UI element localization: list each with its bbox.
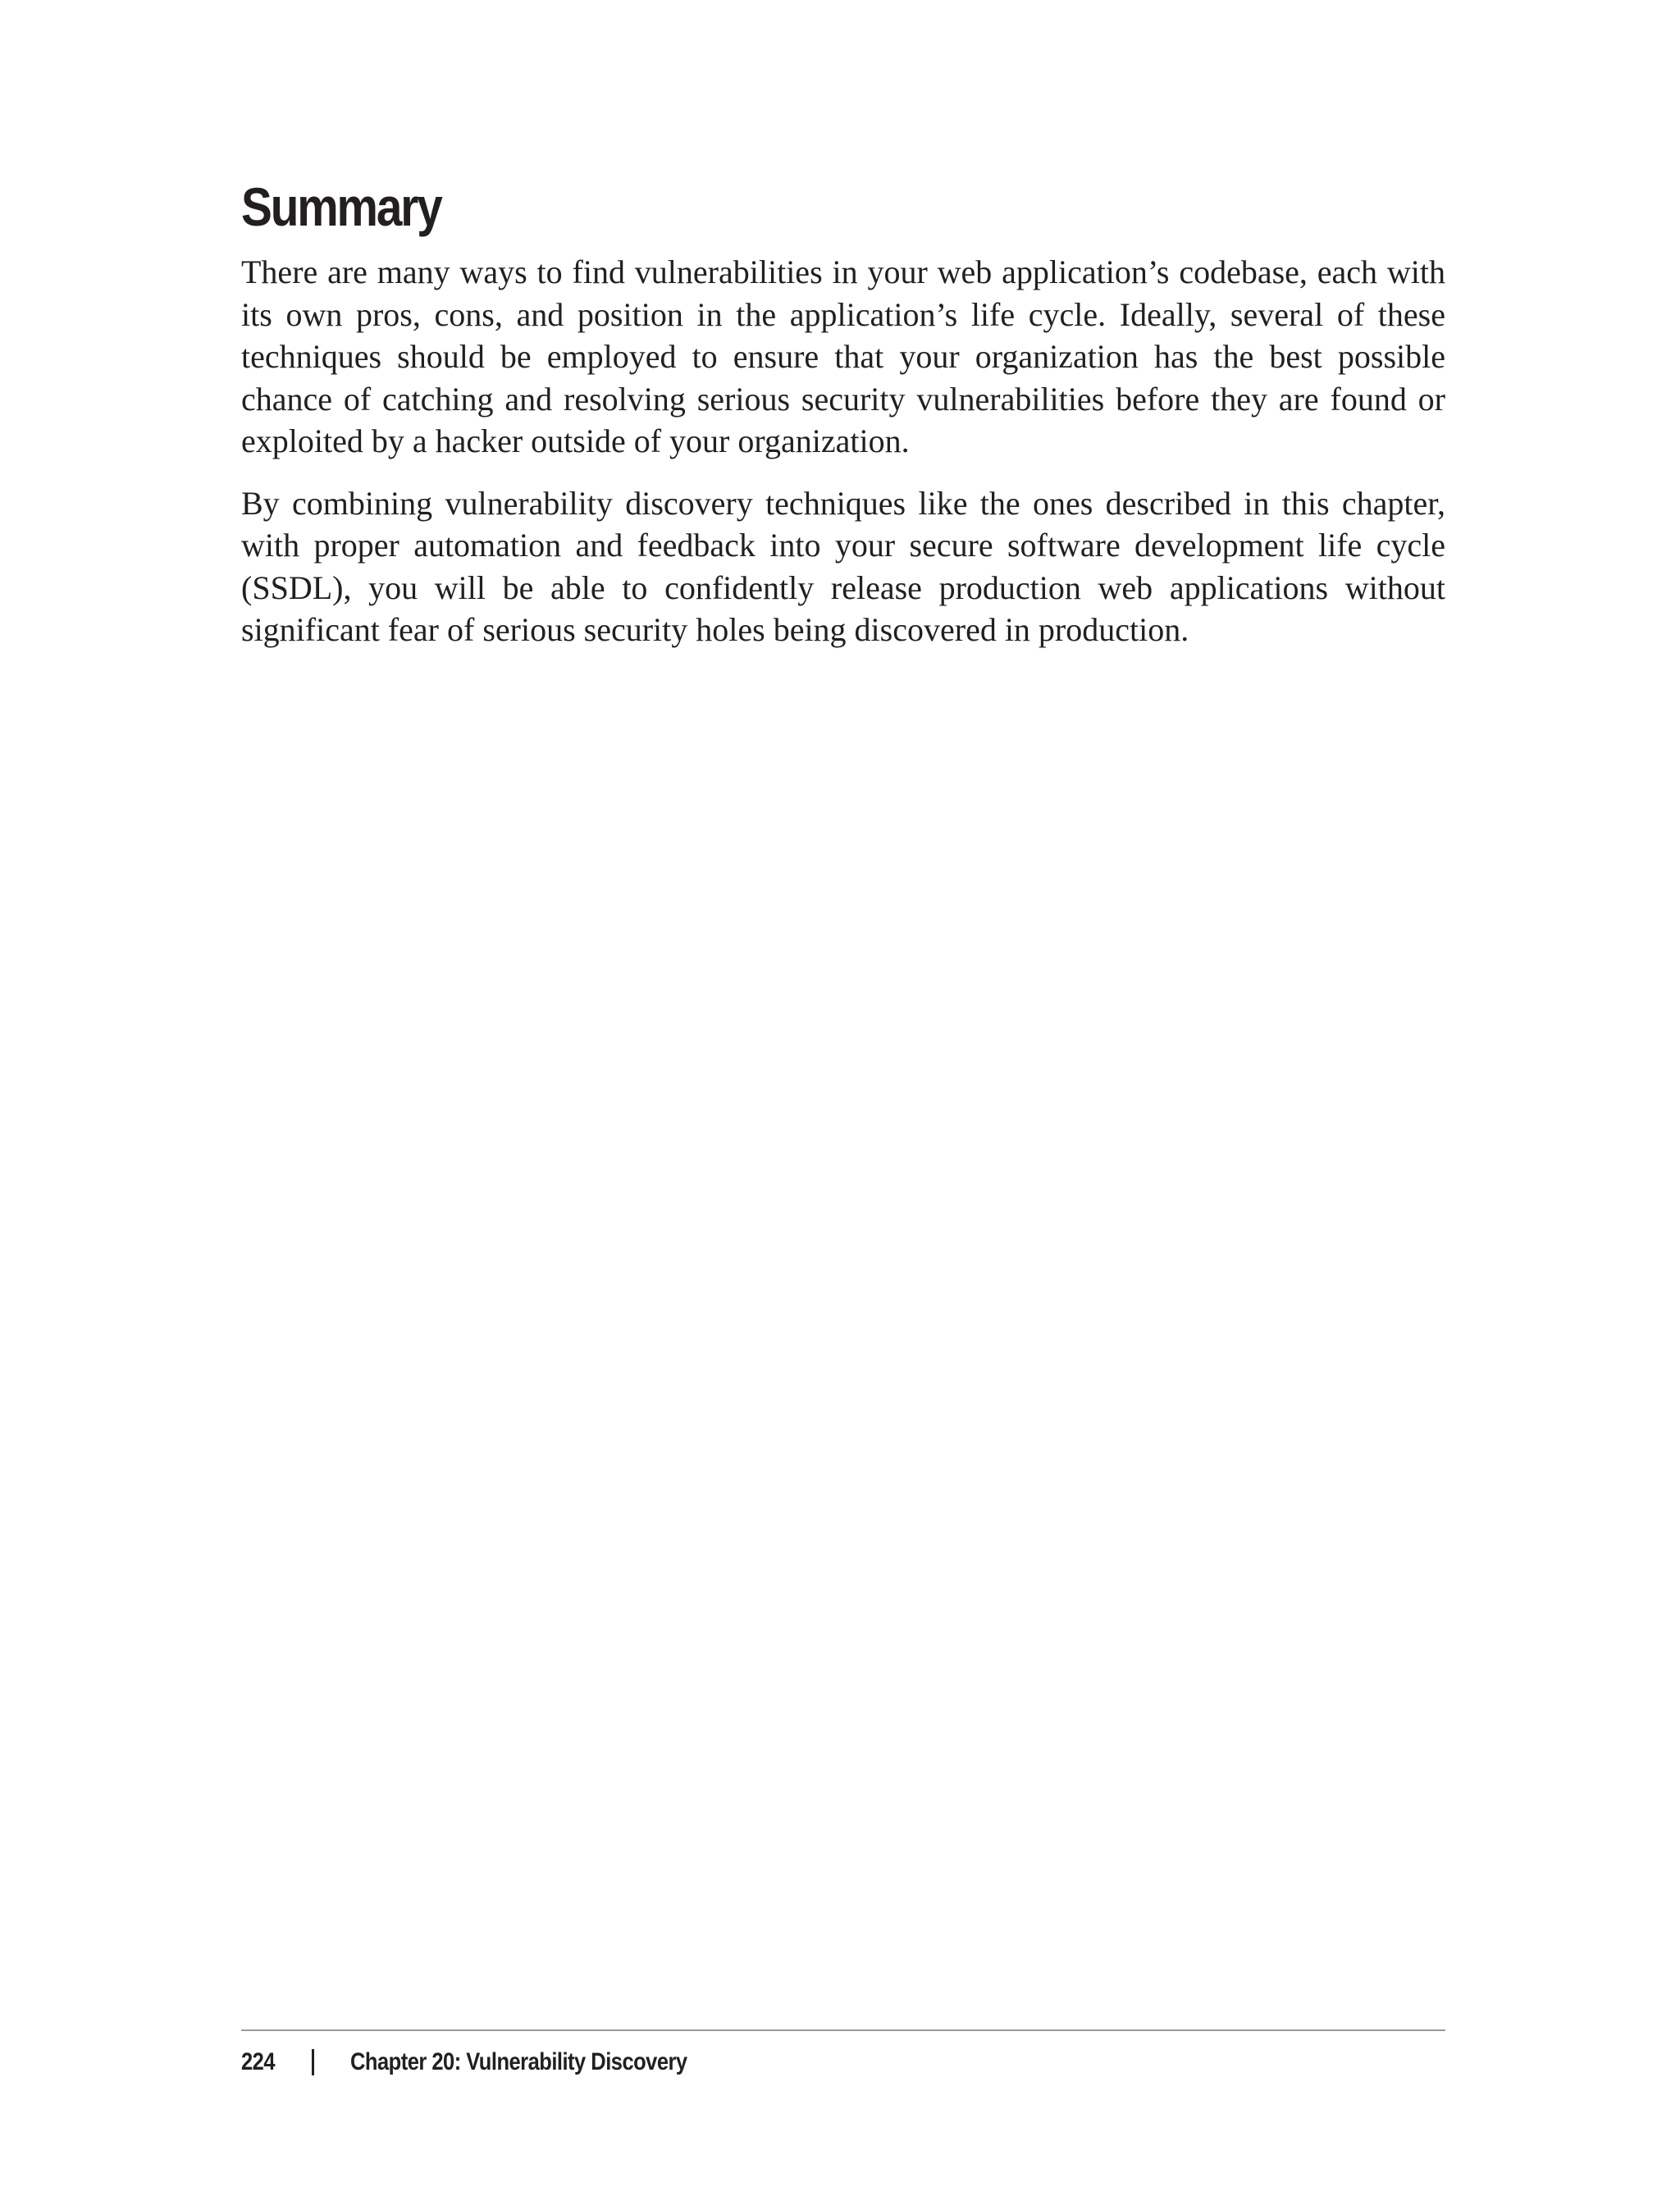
page-footer <box>241 2029 1445 2082</box>
section-heading: Summary <box>241 176 441 237</box>
footer-divider <box>241 2029 1445 2031</box>
footer-chapter-title: Chapter 20: Vulnerability Discovery <box>350 2048 687 2075</box>
main-content <box>241 172 1445 671</box>
body-paragraph: There are many ways to find vulnerabilities in your web application’s codebase, each with its own pros, cons, and position in the application’s life cycle. Ideally, several of these techniques should be employed to ensure that your organization has the best possible chance of catching and resolving serious security vulnerabilities before they are found or exploited by a hacker outside of your organization. <box>241 253 1445 459</box>
page-number: 224 <box>241 2048 276 2075</box>
footer-separator <box>312 2049 314 2075</box>
footer-running-head <box>241 2043 1445 2082</box>
body-paragraph: By combining vulnerability discovery techniques like the ones described in this chapter, with proper automation and feedback into your secure software development life cycle (SSDL), you will be able to confidently release production web applications without significant fear of serious security holes being discovered in production. <box>241 484 1445 648</box>
